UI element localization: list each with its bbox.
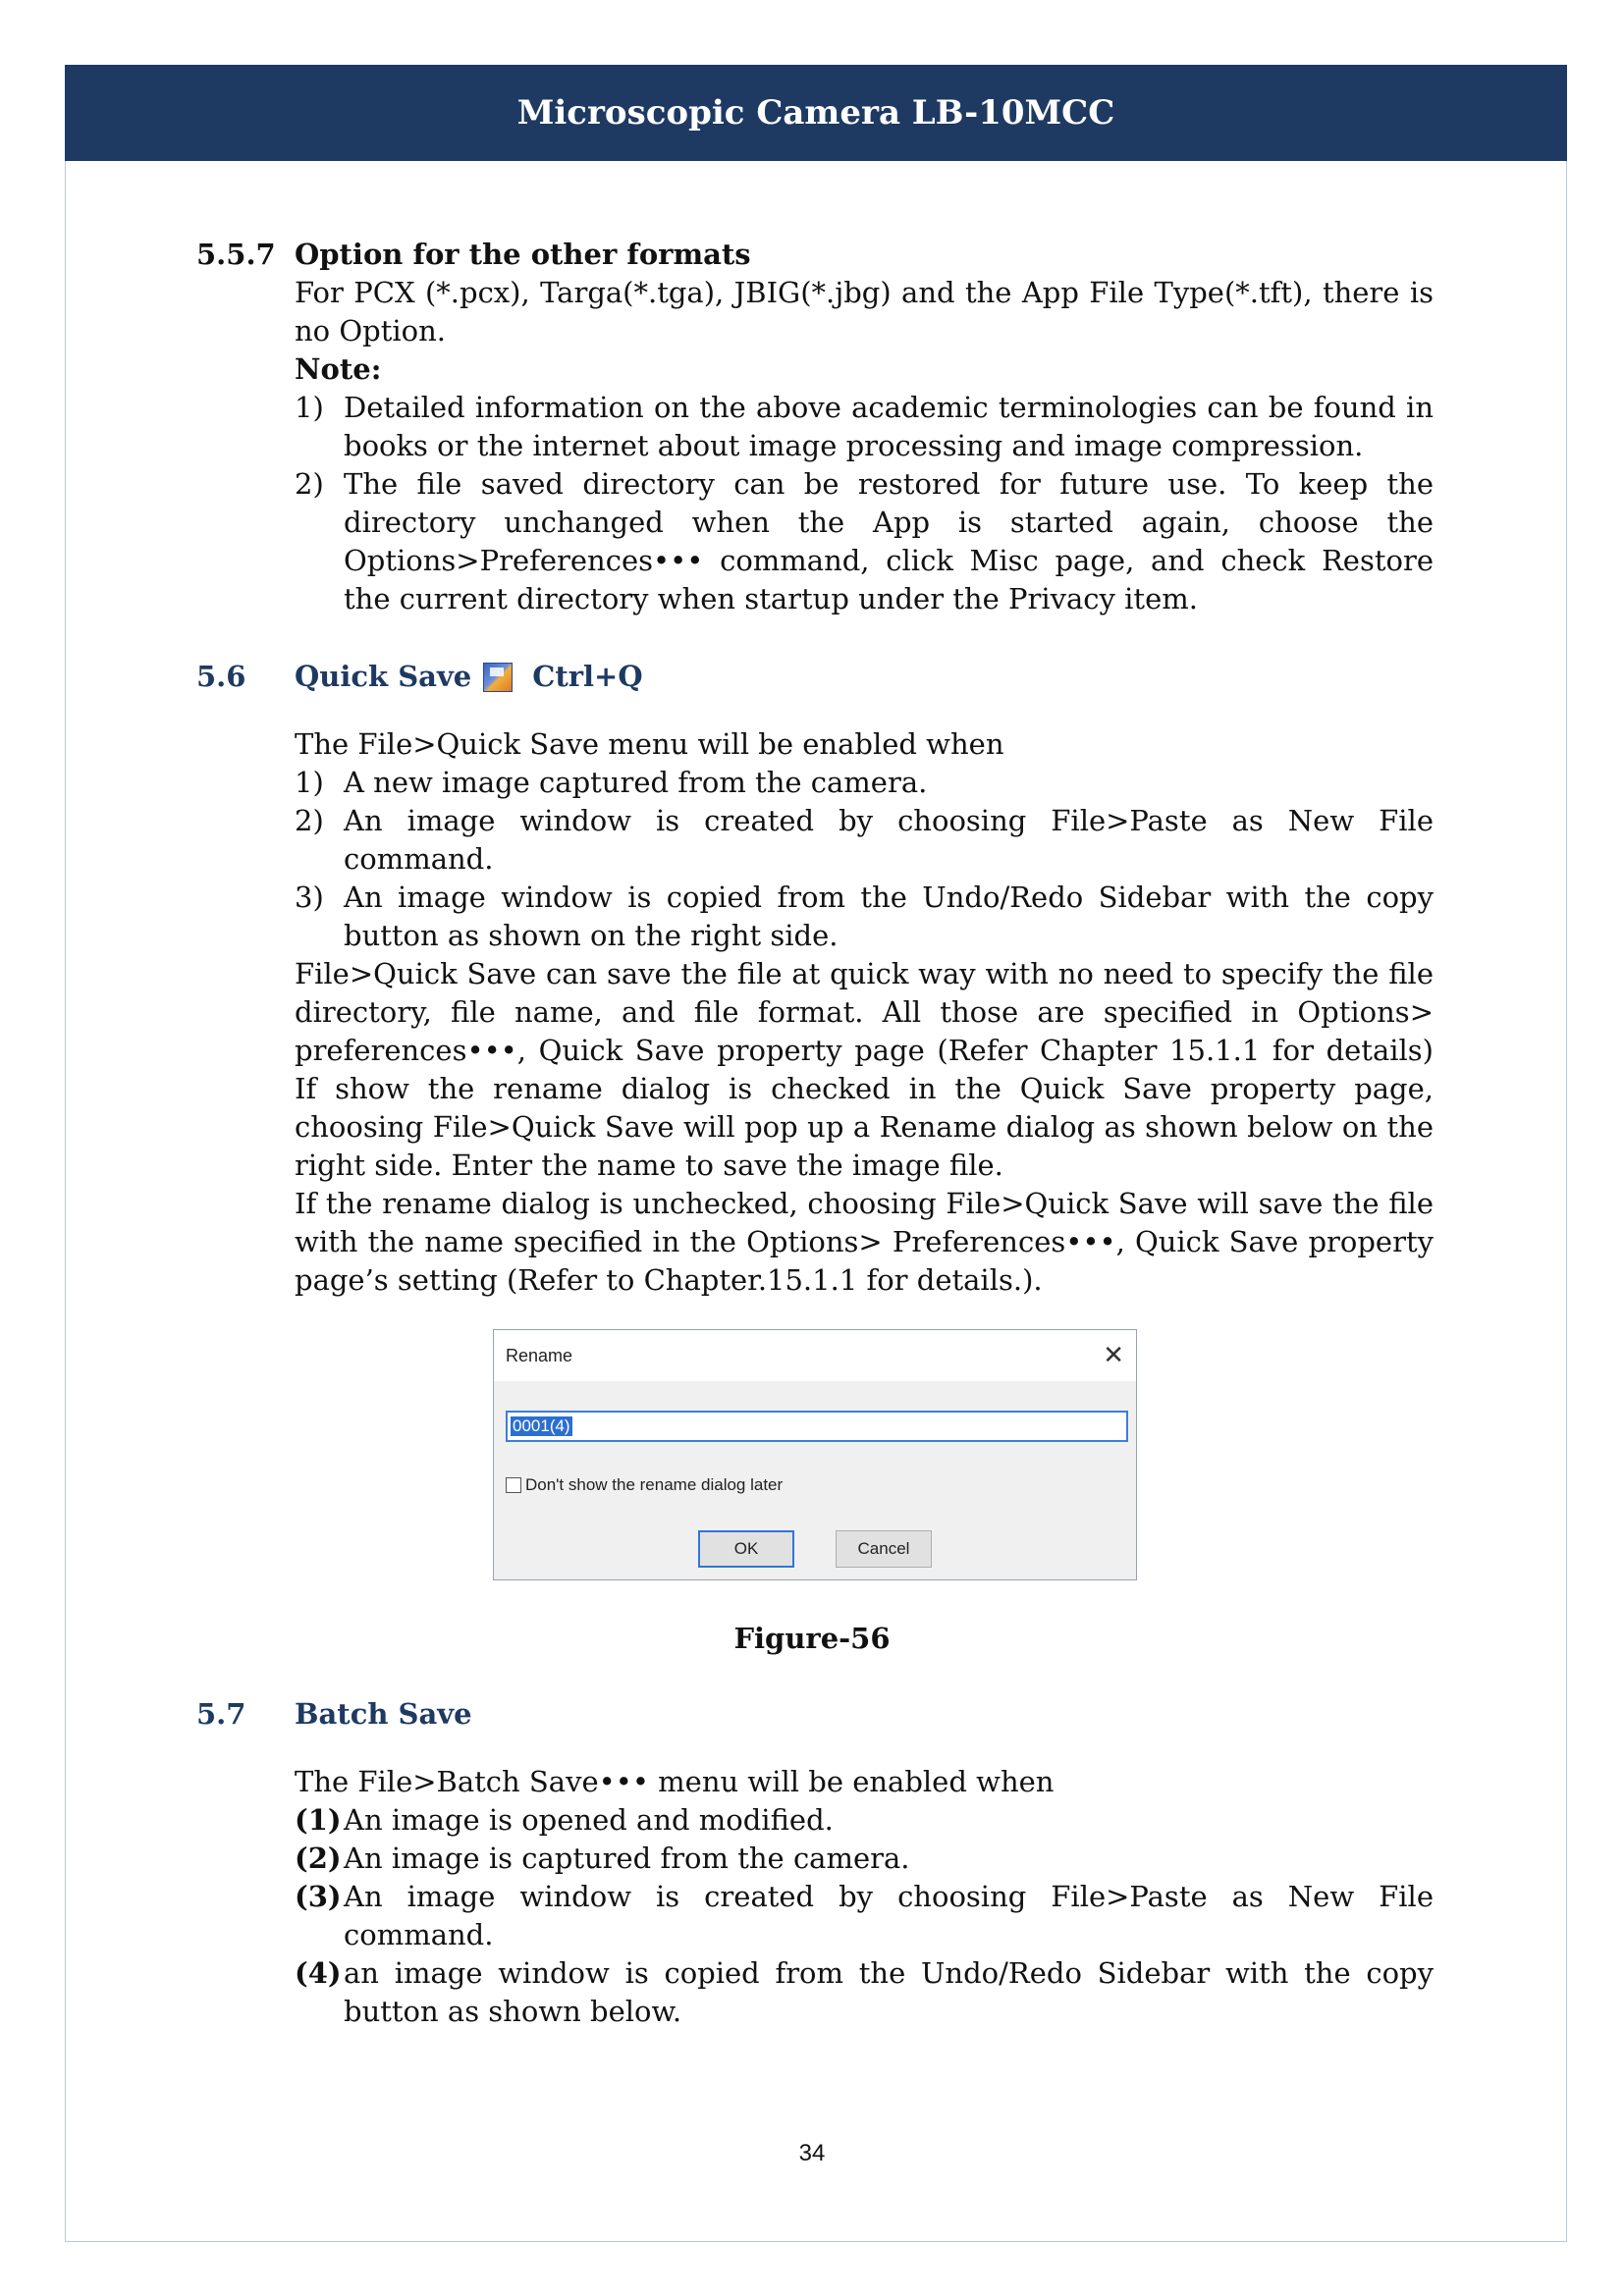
item-number: 1) [295, 766, 324, 799]
lower-content [196, 1695, 1434, 2031]
item-text: An image is opened and modified. [344, 1803, 834, 1837]
quick-save-icon [483, 663, 513, 692]
section-heading-5-7 [196, 1695, 1434, 1734]
item-number: (2) [295, 1842, 342, 1875]
page-number: 34 [798, 2140, 826, 2166]
item-number: 2) [295, 804, 324, 837]
item-text: The file saved directory can be restored for future use. To keep the directory unchanged when the App is started again, choose the Options>Preferences••• command, click Misc page, and check Restore the current directory when startup under the Privacy item. [344, 467, 1434, 615]
item-text: an image window is copied from the Undo/Redo Sidebar with the copy button as shown below. [344, 1956, 1434, 2028]
checkbox-label: Don't show the rename dialog later [525, 1475, 784, 1494]
list-item [295, 1954, 1434, 2031]
section-title: Batch Save [295, 1697, 472, 1731]
paragraph: For PCX (*.pcx), Targa(*.tga), JBIG(*.jbg) and the App File Type(*.tft), there is no Option. [295, 276, 1434, 347]
item-number: 2) [295, 467, 324, 501]
item-text: An image window is created by choosing File>Paste as New File command. [344, 804, 1434, 876]
item-text: A new image captured from the camera. [344, 766, 928, 799]
note-label: Note: [295, 352, 382, 386]
page-header [65, 65, 1567, 161]
section-heading-5-6 [196, 658, 1434, 696]
item-number: (4) [295, 1956, 342, 1990]
note-list [295, 389, 1434, 618]
paragraph: If the rename dialog is unchecked, choosing File>Quick Save will save the file with the name specified in the Options> Preferences•••, Quick Save property page’s setting (Refer to Chapter.15.1.1 for details.). [295, 1187, 1434, 1297]
paragraph: The File>Batch Save••• menu will be enabled when [295, 1765, 1055, 1798]
list-item [295, 802, 1434, 879]
main-content [196, 236, 1434, 1300]
section-heading-5-5-7 [196, 236, 1434, 274]
list-item [295, 764, 1434, 802]
section-number: 5.6 [196, 660, 246, 693]
paragraph: File>Quick Save can save the file at quick way with no need to specify the file directory, file name, and file format. All those are specified in Options> preferences•••, Quick Save property page (Refer Chapter 15.1.1 for details) If show the rename dialog is checked in the Quick Save property page, choosing File>Quick Save will pop up a Rename dialog as shown below on the right side. Enter the name to save the image file. [295, 957, 1434, 1182]
ok-button[interactable]: OK [698, 1530, 794, 1568]
item-text: An image is captured from the camera. [344, 1842, 910, 1875]
paragraph: The File>Quick Save menu will be enabled when [295, 727, 1004, 761]
list-item [295, 1878, 1434, 1954]
dont-show-checkbox-row[interactable] [506, 1475, 783, 1495]
item-number: (3) [295, 1880, 342, 1913]
close-icon[interactable]: ✕ [1103, 1340, 1124, 1369]
item-number: 3) [295, 881, 324, 914]
section-number: 5.5.7 [196, 238, 276, 271]
item-text: An image window is created by choosing File>Paste as New File command. [344, 1880, 1434, 1951]
header-title: Microscopic Camera LB-10MCC [516, 93, 1115, 133]
cancel-button[interactable]: Cancel [836, 1530, 932, 1568]
dialog-titlebar [494, 1330, 1136, 1381]
item-number: 1) [295, 391, 324, 424]
item-text: Detailed information on the above academic terminologies can be found in books or the internet about image processing and image compression. [344, 391, 1434, 462]
rename-input[interactable] [506, 1411, 1128, 1442]
shortcut-label: Ctrl+Q [532, 660, 643, 693]
list-item [295, 389, 1434, 465]
input-value: 0001(4) [513, 1416, 570, 1435]
checkbox[interactable] [506, 1477, 521, 1493]
list-item [295, 879, 1434, 955]
rename-dialog [493, 1329, 1137, 1580]
condition-list [295, 764, 1434, 955]
dialog-title: Rename [506, 1346, 573, 1365]
list-item [295, 1840, 1434, 1878]
condition-list [295, 1801, 1434, 2031]
section-number: 5.7 [196, 1697, 246, 1731]
list-item [295, 1801, 1434, 1840]
item-text: An image window is copied from the Undo/Redo Sidebar with the copy button as shown on the right side. [344, 881, 1434, 952]
section-title: Quick Save [295, 660, 472, 693]
figure-caption: Figure-56 [733, 1622, 891, 1655]
item-number: (1) [295, 1803, 342, 1837]
section-title: Option for the other formats [295, 238, 751, 271]
list-item [295, 465, 1434, 618]
